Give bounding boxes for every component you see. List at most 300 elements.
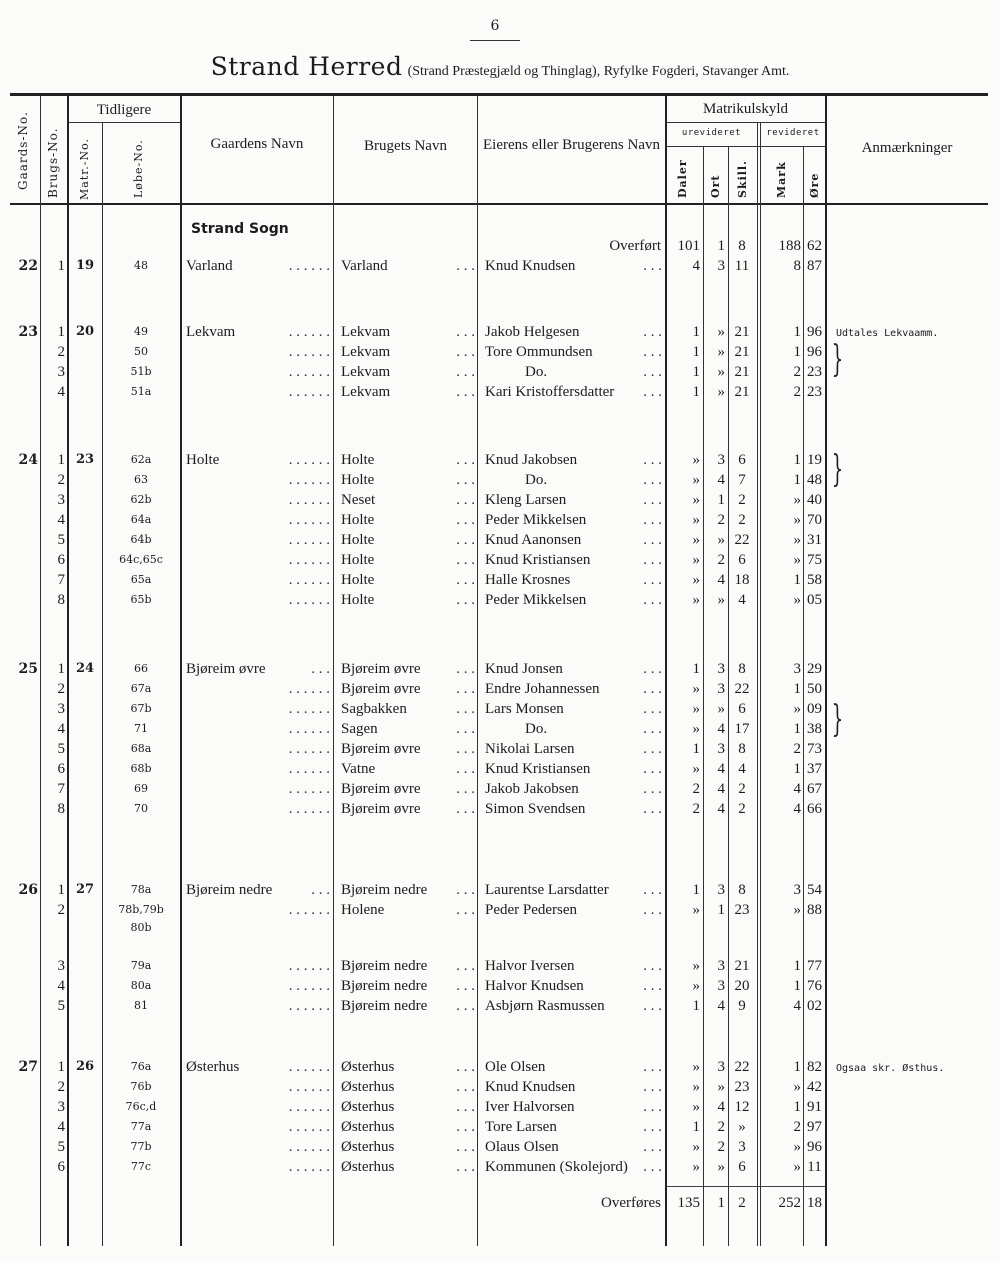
top-rule	[10, 93, 988, 96]
leader-dots: . . . . . .	[288, 1159, 330, 1175]
ort: 3	[717, 978, 725, 994]
brugs-no: 2	[57, 1079, 65, 1095]
matr-no	[70, 996, 100, 1016]
carried_over-skill: 8	[738, 238, 746, 254]
leader-dots: . . .	[456, 592, 475, 608]
header-tidligere: Tidligere	[96, 102, 152, 118]
leader-dots: . . .	[456, 701, 475, 717]
carry_forward-ort: 1	[717, 1195, 725, 1211]
leader-dots: . . .	[456, 512, 475, 528]
eier-navn: Simon Svendsen	[485, 801, 586, 817]
ort: 3	[717, 741, 725, 757]
lobe-no: 77b	[130, 1140, 152, 1153]
skill: 21	[734, 958, 750, 974]
matr-no	[70, 1157, 100, 1177]
brugs-no: 5	[57, 532, 65, 548]
leader-dots: . . . . . .	[288, 364, 330, 380]
leader-dots: . . .	[456, 761, 475, 777]
skill: 23	[734, 902, 750, 918]
ore: 02	[807, 998, 822, 1014]
leader-dots: . . .	[643, 1159, 662, 1175]
ore: 40	[807, 492, 822, 508]
mark: »	[793, 492, 801, 508]
gaards-no	[10, 1137, 38, 1157]
header-gaardens-navn: Gaardens Navn	[210, 136, 304, 152]
leader-dots: . . .	[456, 998, 475, 1014]
daler: 4	[692, 258, 700, 274]
title-main: Strand Herred	[210, 52, 403, 81]
ore: 70	[807, 512, 822, 528]
gaards-no	[10, 799, 38, 819]
matr-no: 20	[75, 324, 95, 339]
matr-no	[70, 719, 100, 739]
mark: 2	[793, 364, 801, 380]
brugets-navn: Holte	[341, 532, 375, 548]
leader-dots: . . . . . .	[288, 721, 330, 737]
gaards-no	[10, 362, 38, 382]
daler: »	[692, 1139, 700, 1155]
lobe-no: 66	[134, 662, 148, 675]
skill: 4	[738, 761, 746, 777]
leader-dots: . . .	[643, 492, 662, 508]
gaards-no	[10, 342, 38, 362]
leader-dots: . . . . . .	[288, 324, 330, 340]
leader-dots: . . . . . .	[288, 958, 330, 974]
header-eierens-navn: Eierens eller Brugerens Navn	[482, 137, 660, 153]
leader-dots: . . . . . .	[288, 592, 330, 608]
ore: 96	[807, 324, 822, 340]
leader-dots: . . . . . .	[288, 681, 330, 697]
ort: 4	[717, 761, 725, 777]
ort: 2	[717, 1139, 725, 1155]
title-sub: (Strand Præstegjæld og Thinglag), Ryfylke Fogderi, Stavanger Amt.	[407, 64, 790, 79]
matr-no	[70, 530, 100, 550]
lobe-no: 79a	[130, 959, 152, 972]
gaards-no: 27	[18, 1059, 38, 1075]
matr-no	[70, 590, 100, 610]
leader-dots: . . .	[643, 958, 662, 974]
brugets-navn: Bjøreim nedre	[341, 978, 428, 994]
gaards-no	[10, 1157, 38, 1177]
eier-navn: Knud Kristiansen	[485, 761, 591, 777]
brugets-navn: Holte	[341, 472, 375, 488]
eier-navn: Lars Monsen	[485, 701, 564, 717]
mark: 2	[793, 384, 801, 400]
leader-dots: . . .	[643, 1119, 662, 1135]
leader-dots: . . .	[643, 978, 662, 994]
mark: 3	[793, 882, 801, 898]
col-divider	[67, 96, 69, 1246]
leader-dots: . . .	[643, 364, 662, 380]
eier-navn: Knud Kristiansen	[485, 552, 591, 568]
eier-navn: Kommunen (Skolejord)	[485, 1159, 628, 1175]
leader-dots: . . .	[643, 472, 662, 488]
brugs-no: 5	[57, 741, 65, 757]
daler: »	[692, 552, 700, 568]
ore: 09	[807, 701, 822, 717]
skill: 18	[734, 572, 750, 588]
carried_over-ort: 1	[717, 238, 725, 254]
mark: 1	[793, 1059, 801, 1075]
mark: 1	[793, 761, 801, 777]
brugets-navn: Bjøreim nedre	[341, 998, 428, 1014]
page-title	[0, 52, 1000, 81]
eier-navn: Do.	[525, 472, 548, 488]
brugs-no: 5	[57, 1139, 65, 1155]
mark: 1	[793, 324, 801, 340]
ort: »	[717, 592, 725, 608]
leader-dots: . . .	[456, 492, 475, 508]
ort: 3	[717, 958, 725, 974]
matr-no	[70, 759, 100, 779]
skill: 22	[734, 532, 750, 548]
lobe-no: 64a	[130, 513, 152, 526]
lobe-no: 81	[134, 999, 148, 1012]
leader-dots: . . .	[456, 452, 475, 468]
brugets-navn: Bjøreim øvre	[341, 661, 421, 677]
gaards-no	[10, 900, 38, 920]
brugets-navn: Holte	[341, 452, 375, 468]
gaards-no	[10, 530, 38, 550]
leader-dots: . . .	[643, 512, 662, 528]
brugs-no: 2	[57, 472, 65, 488]
lobe-no: 77a	[130, 1120, 152, 1133]
ort: 4	[717, 472, 725, 488]
urevideret-rule	[665, 146, 825, 147]
lobe-no: 76a	[130, 1060, 152, 1073]
brugs-no: 1	[57, 661, 65, 677]
gaards-no: 22	[18, 258, 38, 274]
leader-dots: . . .	[456, 1099, 475, 1115]
header-lobe-no: Løbe-No.	[132, 139, 145, 198]
matr-no	[70, 779, 100, 799]
page-number-rule	[470, 40, 520, 41]
gaards-no	[10, 1077, 38, 1097]
mark: »	[793, 1159, 801, 1175]
skill: 23	[734, 1079, 750, 1095]
lobe-no: 51b	[130, 365, 152, 378]
leader-dots: . . .	[456, 364, 475, 380]
mark: 4	[793, 781, 801, 797]
ore: 91	[807, 1099, 822, 1115]
ore: 82	[807, 1059, 822, 1075]
leader-dots: . . . . . .	[288, 701, 330, 717]
gaards-no: 26	[18, 882, 38, 898]
daler: »	[692, 572, 700, 588]
leader-dots: . . .	[643, 661, 662, 677]
col-divider	[333, 96, 334, 1246]
ore: 77	[807, 958, 822, 974]
ore: 73	[807, 741, 822, 757]
mark: 1	[793, 572, 801, 588]
matr-no	[70, 679, 100, 699]
ore: 48	[807, 472, 822, 488]
daler: 1	[692, 384, 700, 400]
gaardens-navn: Bjøreim øvre	[186, 661, 266, 677]
lobe-no: 65a	[130, 573, 152, 586]
ort: »	[717, 384, 725, 400]
leader-dots: . . .	[643, 681, 662, 697]
leader-dots: . . .	[456, 384, 475, 400]
leader-dots: . . .	[311, 661, 330, 677]
eier-navn: Nikolai Larsen	[485, 741, 575, 757]
mark: 1	[793, 1099, 801, 1115]
lobe-no: 51a	[130, 385, 152, 398]
brugets-navn: Bjøreim nedre	[341, 882, 428, 898]
brugets-navn: Østerhus	[341, 1159, 395, 1175]
skill: 11	[734, 258, 750, 274]
ore: 88	[807, 902, 822, 918]
leader-dots: . . .	[456, 1159, 475, 1175]
matr-no: 19	[75, 258, 95, 273]
skill: 8	[738, 661, 746, 677]
skill: 6	[738, 452, 746, 468]
matr-no	[70, 739, 100, 759]
sum-rule	[665, 1186, 825, 1187]
brugets-navn: Lekvam	[341, 384, 391, 400]
brugets-navn: Østerhus	[341, 1059, 395, 1075]
brugets-navn: Holene	[341, 902, 385, 918]
carried_over-ore: 62	[807, 238, 822, 254]
daler: 2	[692, 781, 700, 797]
lobe-no: 63	[134, 473, 148, 486]
brugs-no: 3	[57, 1099, 65, 1115]
skill: 2	[738, 801, 746, 817]
skill: 21	[734, 384, 750, 400]
daler: »	[692, 681, 700, 697]
leader-dots: . . .	[643, 741, 662, 757]
leader-dots: . . .	[643, 552, 662, 568]
leader-dots: . . . . . .	[288, 998, 330, 1014]
leader-dots: . . . . . .	[288, 1059, 330, 1075]
leader-dots: . . . . . .	[288, 258, 330, 274]
brugets-navn: Bjøreim øvre	[341, 781, 421, 797]
eier-navn: Peder Mikkelsen	[485, 592, 587, 608]
ort: 3	[717, 882, 725, 898]
gaards-no	[10, 550, 38, 570]
leader-dots: . . .	[643, 592, 662, 608]
ort: 4	[717, 721, 725, 737]
leader-dots: . . .	[456, 324, 475, 340]
header-mark: Mark	[775, 161, 788, 198]
gaardens-navn: Bjøreim nedre	[186, 882, 273, 898]
leader-dots: . . . . . .	[288, 492, 330, 508]
ore: 66	[807, 801, 822, 817]
lobe-no: 76c,d	[125, 1100, 157, 1113]
lobe-no: 68a	[130, 742, 152, 755]
leader-dots: . . .	[643, 324, 662, 340]
mark: 3	[793, 661, 801, 677]
lobe-no: 67b	[130, 702, 152, 715]
gaards-no	[10, 510, 38, 530]
leader-dots: . . . . . .	[288, 801, 330, 817]
eier-navn: Laurentse Larsdatter	[485, 882, 609, 898]
gaards-no	[10, 470, 38, 490]
gaards-no	[10, 976, 38, 996]
skill: 6	[738, 701, 746, 717]
skill: 21	[734, 344, 750, 360]
page-number: 6	[490, 18, 500, 34]
header-daler: Daler	[676, 159, 689, 198]
brugs-no: 3	[57, 364, 65, 380]
daler: 1	[692, 661, 700, 677]
eier-navn: Do.	[525, 721, 548, 737]
mark: 1	[793, 958, 801, 974]
col-divider	[757, 122, 758, 1246]
brugets-navn: Holte	[341, 572, 375, 588]
gaards-no: 24	[18, 452, 38, 468]
leader-dots: . . .	[456, 1059, 475, 1075]
ort: 2	[717, 1119, 725, 1135]
header-urevideret: urevideret	[681, 128, 742, 138]
gaards-no	[10, 570, 38, 590]
brugets-navn: Østerhus	[341, 1099, 395, 1115]
brugs-no: 5	[57, 998, 65, 1014]
matr-no: 24	[75, 661, 95, 676]
anmaerkning: Udtales Lekvaamm.	[836, 328, 939, 339]
brugs-no: 2	[57, 681, 65, 697]
eier-navn: Do.	[525, 364, 548, 380]
ore: 96	[807, 344, 822, 360]
brugs-no: 6	[57, 761, 65, 777]
brugets-navn: Lekvam	[341, 364, 391, 380]
brugets-navn: Østerhus	[341, 1119, 395, 1135]
ort: »	[717, 344, 725, 360]
leader-dots: . . .	[643, 998, 662, 1014]
carry_forward-mark: 252	[778, 1195, 801, 1211]
lobe-no: 70	[134, 802, 148, 815]
gaards-no	[10, 759, 38, 779]
lobe-no: 65b	[130, 593, 152, 606]
matr-no	[70, 900, 100, 920]
matr-no	[70, 799, 100, 819]
header-brugs-no: Brugs-No.	[46, 127, 60, 198]
matr-no	[70, 550, 100, 570]
skill: »	[738, 1119, 746, 1135]
ort: 4	[717, 781, 725, 797]
eier-navn: Halvor Iversen	[485, 958, 575, 974]
leader-dots: . . .	[456, 741, 475, 757]
brugets-navn: Østerhus	[341, 1139, 395, 1155]
mark: 2	[793, 741, 801, 757]
leader-dots: . . .	[643, 532, 662, 548]
lobe-no: 50	[134, 345, 148, 358]
ore: 19	[807, 452, 822, 468]
leader-dots: . . .	[456, 801, 475, 817]
brugs-no: 1	[57, 258, 65, 274]
brugs-no: 4	[57, 978, 65, 994]
brugets-navn: Holte	[341, 512, 375, 528]
mark: »	[793, 1079, 801, 1095]
leader-dots: . . .	[456, 902, 475, 918]
daler: 1	[692, 741, 700, 757]
ort: 3	[717, 1059, 725, 1075]
daler: 1	[692, 882, 700, 898]
daler: »	[692, 592, 700, 608]
eier-navn: Kari Kristoffersdatter	[485, 384, 615, 400]
matr-no	[70, 490, 100, 510]
matr-no	[70, 470, 100, 490]
leader-dots: . . .	[456, 472, 475, 488]
col-divider	[477, 96, 478, 1246]
daler: »	[692, 1059, 700, 1075]
brace-icon: }	[831, 449, 844, 490]
mark: 2	[793, 1119, 801, 1135]
carried_over-daler: 101	[677, 238, 700, 254]
tidligere-rule	[68, 122, 180, 123]
col-divider	[825, 96, 827, 1246]
eier-navn: Peder Pedersen	[485, 902, 578, 918]
leader-dots: . . .	[456, 572, 475, 588]
daler: »	[692, 958, 700, 974]
leader-dots: . . . . . .	[288, 572, 330, 588]
leader-dots: . . .	[311, 882, 330, 898]
brugs-no: 4	[57, 512, 65, 528]
daler: »	[692, 761, 700, 777]
matr-no: 26	[75, 1059, 95, 1074]
skill: 2	[738, 781, 746, 797]
brugets-navn: Bjøreim øvre	[341, 681, 421, 697]
daler: 1	[692, 998, 700, 1014]
header-ore: Øre	[808, 172, 821, 198]
ore: 23	[807, 364, 822, 380]
daler: »	[692, 492, 700, 508]
carried_over-mark: 188	[778, 238, 801, 254]
ort: »	[717, 532, 725, 548]
skill: 2	[738, 492, 746, 508]
brugs-no: 7	[57, 781, 65, 797]
anmaerkning: Ogsaa skr. Østhus.	[836, 1063, 945, 1074]
brugets-navn: Lekvam	[341, 344, 391, 360]
matrikulskyld-rule	[665, 122, 825, 123]
skill: 8	[738, 741, 746, 757]
gaardens-navn: Varland	[186, 258, 233, 274]
matr-no	[70, 1117, 100, 1137]
leader-dots: . . .	[643, 258, 662, 274]
carry_forward-ore: 18	[807, 1195, 822, 1211]
brugs-no: 4	[57, 384, 65, 400]
skill: 2	[738, 512, 746, 528]
header-bottom-rule	[10, 203, 988, 205]
daler: 1	[692, 364, 700, 380]
skill: 21	[734, 324, 750, 340]
ort: 2	[717, 552, 725, 568]
ort: 4	[717, 572, 725, 588]
leader-dots: . . . . . .	[288, 1079, 330, 1095]
lobe-no: 80a	[130, 979, 152, 992]
brugets-navn: Sagen	[341, 721, 378, 737]
leader-dots: . . . . . .	[288, 741, 330, 757]
ort: »	[717, 364, 725, 380]
eier-navn: Knud Jakobsen	[485, 452, 578, 468]
brugets-navn: Holte	[341, 592, 375, 608]
skill: 12	[734, 1099, 750, 1115]
ore: 54	[807, 882, 822, 898]
gaards-no	[10, 779, 38, 799]
daler: »	[692, 701, 700, 717]
ort: 1	[717, 902, 725, 918]
mark: »	[793, 1139, 801, 1155]
leader-dots: . . .	[643, 902, 662, 918]
lobe-no: 77c	[130, 1160, 152, 1173]
leader-dots: . . . . . .	[288, 344, 330, 360]
skill: 6	[738, 1159, 746, 1175]
leader-dots: . . . . . .	[288, 1099, 330, 1115]
gaardens-navn: Holte	[186, 452, 220, 468]
skill: 22	[734, 681, 750, 697]
mark: »	[793, 701, 801, 717]
leader-dots: . . .	[456, 978, 475, 994]
